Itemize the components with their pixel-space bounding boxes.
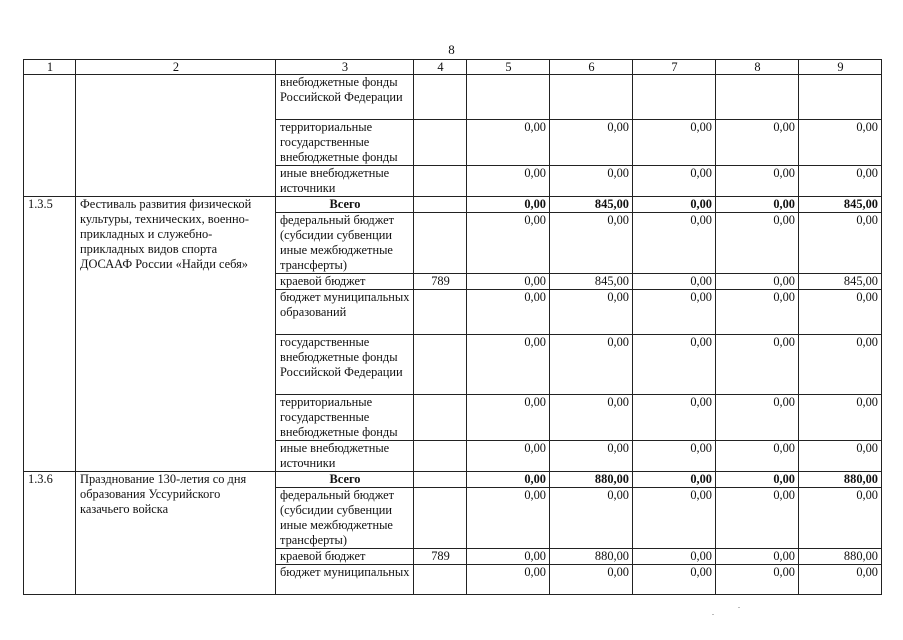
column-header: 4	[414, 60, 467, 75]
amount-cell: 880,00	[550, 549, 633, 565]
code-cell: 789	[414, 274, 467, 290]
code-cell	[414, 395, 467, 441]
amount-cell: 0,00	[633, 120, 716, 166]
code-cell: 789	[414, 549, 467, 565]
amount-cell: 0,00	[799, 488, 882, 549]
event-name-cell: Празднование 130-летия со дня образования Уссурийского казачьего войска	[76, 472, 276, 595]
amount-cell: 845,00	[550, 274, 633, 290]
amount-cell: 0,00	[633, 441, 716, 472]
funding-source-cell: территориальные государственные внебюджетные фонды	[276, 395, 414, 441]
amount-cell: 0,00	[716, 488, 799, 549]
amount-cell: 0,00	[467, 565, 550, 595]
amount-cell: 0,00	[716, 565, 799, 595]
amount-cell	[633, 75, 716, 120]
funding-source-cell: территориальные государственные внебюджетные фонды	[276, 120, 414, 166]
funding-source-cell: внебюджетные фонды Российской Федерации	[276, 75, 414, 120]
amount-cell: 0,00	[467, 197, 550, 213]
amount-cell: 0,00	[799, 213, 882, 274]
amount-cell: 0,00	[550, 120, 633, 166]
funding-source-cell: краевой бюджет	[276, 274, 414, 290]
amount-cell: 0,00	[799, 565, 882, 595]
code-cell	[414, 441, 467, 472]
table-body	[24, 60, 882, 595]
amount-cell: 0,00	[633, 472, 716, 488]
event-name-cell	[76, 75, 276, 197]
header-row	[24, 60, 882, 75]
amount-cell: 0,00	[716, 166, 799, 197]
budget-table	[23, 59, 882, 595]
event-name-cell: Фестиваль развития физической культуры, технических, военно-прикладных и служебно-прикладных видов спорта ДОСААФ России «Найди себя»	[76, 197, 276, 472]
amount-cell: 0,00	[550, 290, 633, 335]
funding-source-cell: иные внебюджетные источники	[276, 166, 414, 197]
code-cell	[414, 565, 467, 595]
amount-cell: 0,00	[550, 441, 633, 472]
amount-cell: 0,00	[716, 335, 799, 395]
amount-cell	[467, 75, 550, 120]
code-cell	[414, 75, 467, 120]
table-row	[24, 197, 882, 213]
item-number-cell: 1.3.5	[24, 197, 76, 472]
amount-cell: 0,00	[550, 395, 633, 441]
amount-cell: 0,00	[633, 395, 716, 441]
code-cell	[414, 197, 467, 213]
amount-cell: 0,00	[799, 166, 882, 197]
amount-cell	[550, 75, 633, 120]
amount-cell: 0,00	[633, 274, 716, 290]
amount-cell: 0,00	[467, 290, 550, 335]
amount-cell: 0,00	[467, 213, 550, 274]
amount-cell: 0,00	[799, 290, 882, 335]
code-cell	[414, 472, 467, 488]
amount-cell: 0,00	[799, 395, 882, 441]
amount-cell: 0,00	[467, 488, 550, 549]
amount-cell: 845,00	[550, 197, 633, 213]
funding-source-cell: Всего	[276, 472, 414, 488]
amount-cell	[799, 75, 882, 120]
amount-cell: 0,00	[467, 549, 550, 565]
column-header: 9	[799, 60, 882, 75]
code-cell	[414, 488, 467, 549]
amount-cell: 845,00	[799, 274, 882, 290]
amount-cell: 0,00	[467, 395, 550, 441]
funding-source-cell: бюджет муниципальных образований	[276, 290, 414, 335]
amount-cell: 0,00	[633, 166, 716, 197]
amount-cell: 0,00	[467, 166, 550, 197]
scan-speck	[738, 607, 740, 608]
amount-cell: 0,00	[716, 549, 799, 565]
column-header: 7	[633, 60, 716, 75]
amount-cell: 0,00	[467, 274, 550, 290]
amount-cell: 0,00	[550, 166, 633, 197]
amount-cell: 0,00	[799, 120, 882, 166]
amount-cell: 0,00	[467, 472, 550, 488]
amount-cell: 0,00	[633, 290, 716, 335]
amount-cell: 0,00	[716, 120, 799, 166]
table-row	[24, 75, 882, 120]
amount-cell: 0,00	[716, 472, 799, 488]
item-number-cell	[24, 75, 76, 197]
column-header: 2	[76, 60, 276, 75]
column-header: 3	[276, 60, 414, 75]
code-cell	[414, 290, 467, 335]
amount-cell: 0,00	[550, 565, 633, 595]
code-cell	[414, 213, 467, 274]
item-number-cell: 1.3.6	[24, 472, 76, 595]
amount-cell: 0,00	[550, 488, 633, 549]
amount-cell: 0,00	[550, 213, 633, 274]
amount-cell: 0,00	[716, 441, 799, 472]
amount-cell: 0,00	[716, 274, 799, 290]
amount-cell: 0,00	[633, 335, 716, 395]
column-header: 1	[24, 60, 76, 75]
amount-cell: 0,00	[467, 441, 550, 472]
amount-cell: 0,00	[799, 441, 882, 472]
amount-cell: 0,00	[633, 213, 716, 274]
funding-source-cell: Всего	[276, 197, 414, 213]
amount-cell: 0,00	[633, 565, 716, 595]
amount-cell: 0,00	[550, 335, 633, 395]
table-row	[24, 472, 882, 488]
amount-cell: 880,00	[799, 472, 882, 488]
funding-source-cell: государственные внебюджетные фонды Российской Федерации	[276, 335, 414, 395]
amount-cell: 0,00	[716, 213, 799, 274]
amount-cell: 0,00	[633, 197, 716, 213]
amount-cell	[716, 75, 799, 120]
funding-source-cell: федеральный бюджет (субсидии субвенции иные межбюджетные трансферты)	[276, 488, 414, 549]
amount-cell: 0,00	[799, 335, 882, 395]
code-cell	[414, 166, 467, 197]
column-header: 8	[716, 60, 799, 75]
funding-source-cell: иные внебюджетные источники	[276, 441, 414, 472]
column-header: 6	[550, 60, 633, 75]
amount-cell: 0,00	[467, 120, 550, 166]
amount-cell: 0,00	[633, 488, 716, 549]
amount-cell: 880,00	[550, 472, 633, 488]
page-number: 8	[448, 42, 455, 57]
scan-speck	[712, 614, 714, 615]
amount-cell: 0,00	[716, 395, 799, 441]
funding-source-cell: федеральный бюджет (субсидии субвенции иные межбюджетные трансферты)	[276, 213, 414, 274]
funding-source-cell: краевой бюджет	[276, 549, 414, 565]
code-cell	[414, 335, 467, 395]
amount-cell: 880,00	[799, 549, 882, 565]
amount-cell: 0,00	[633, 549, 716, 565]
amount-cell: 845,00	[799, 197, 882, 213]
amount-cell: 0,00	[716, 197, 799, 213]
column-header: 5	[467, 60, 550, 75]
amount-cell: 0,00	[716, 290, 799, 335]
funding-source-cell: бюджет муниципальных	[276, 565, 414, 595]
code-cell	[414, 120, 467, 166]
amount-cell: 0,00	[467, 335, 550, 395]
